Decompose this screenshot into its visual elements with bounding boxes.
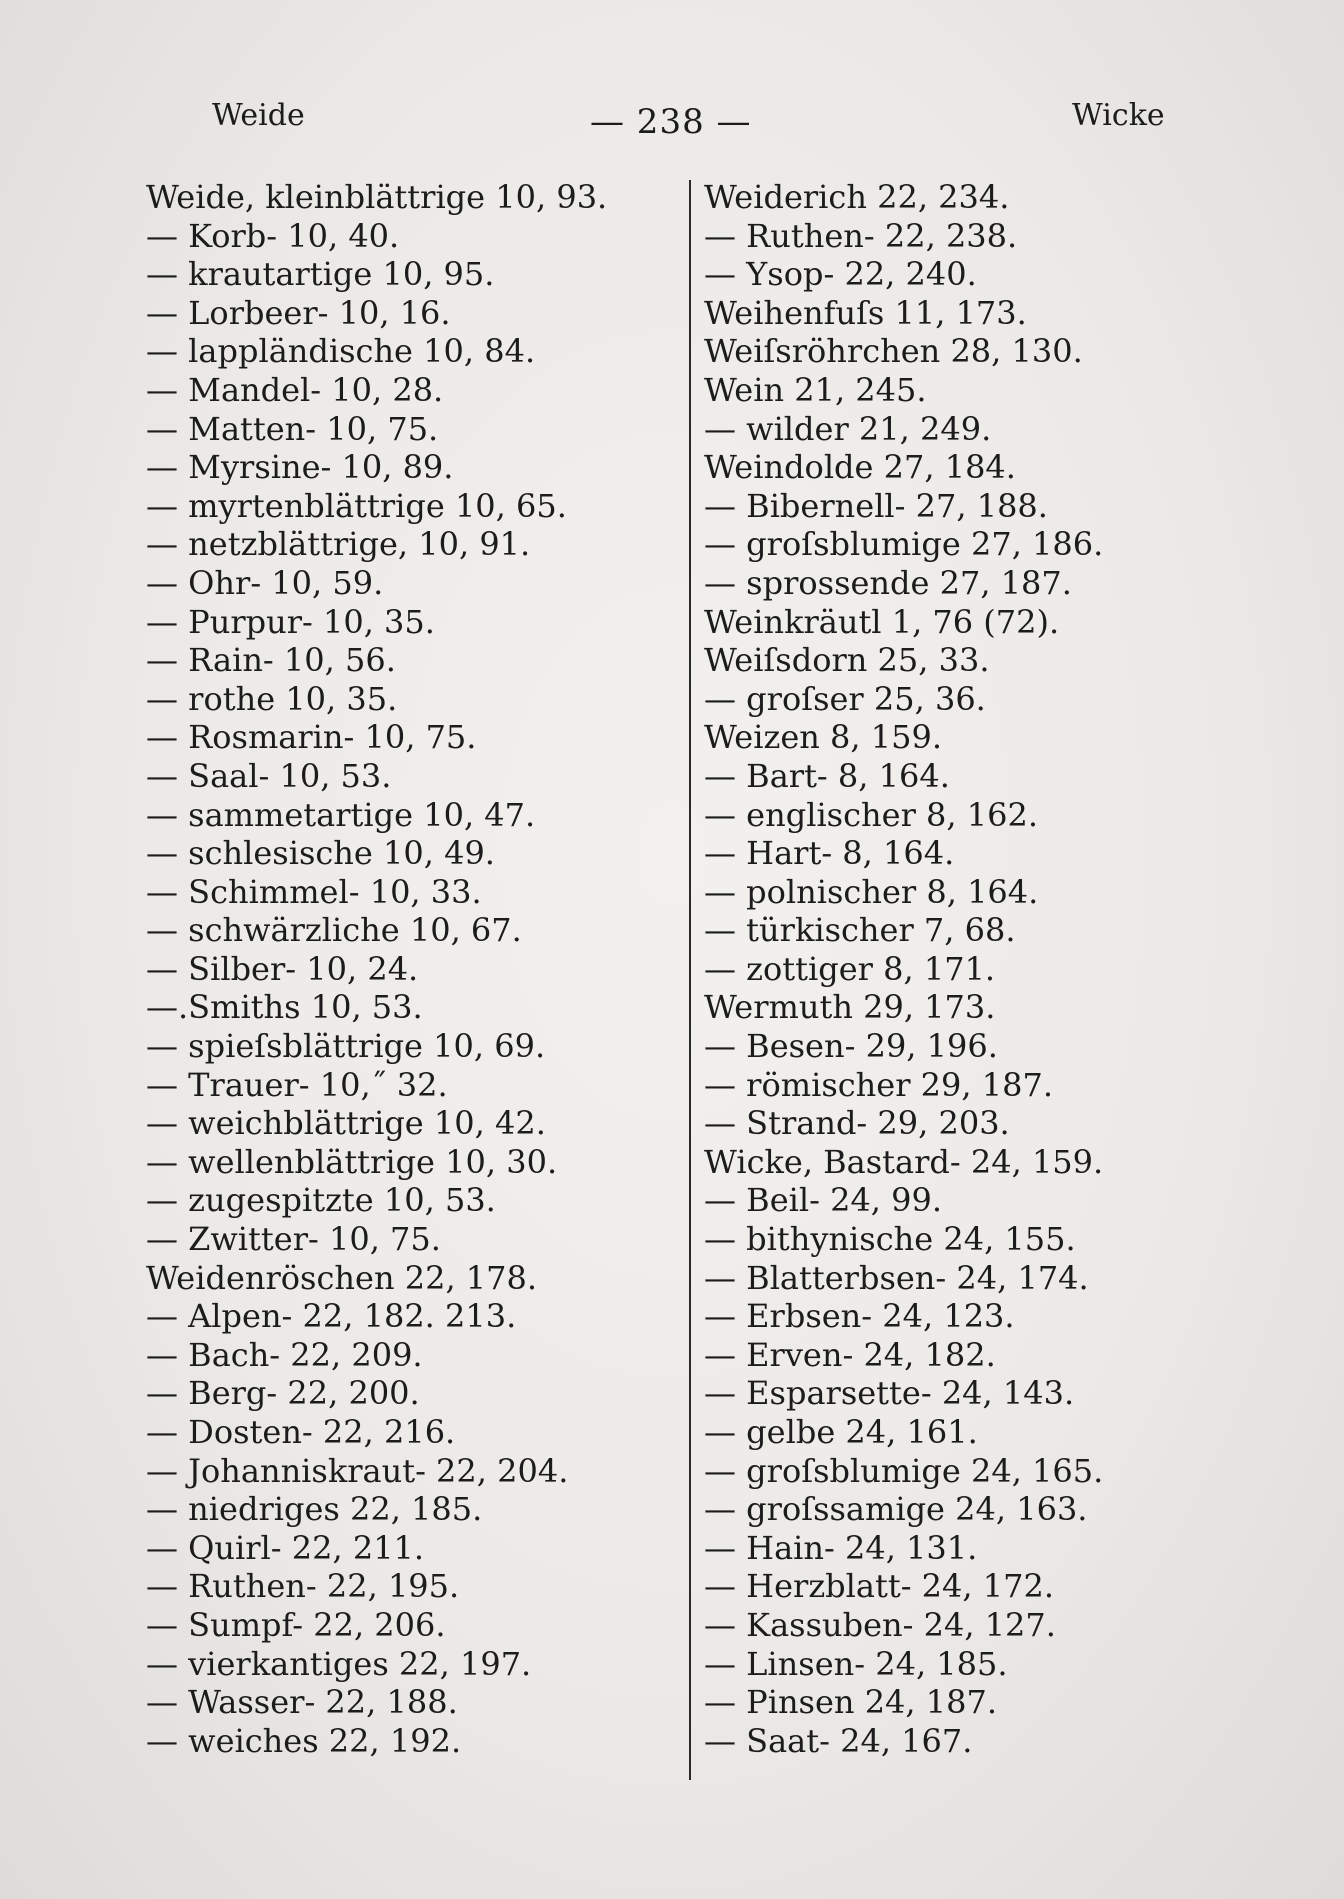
index-entry: Weide, kleinblättrige 10, 93. [146, 178, 608, 216]
index-entry: Wein 21, 245. [704, 370, 927, 409]
index-entry: — Trauer- 10,˝ 32. [146, 1065, 448, 1104]
index-entry: — Johanniskraut- 22, 204. [146, 1451, 569, 1490]
index-entry: — Ruthen- 22, 238. [704, 216, 1018, 255]
index-entry: — Ysop- 22, 240. [704, 255, 977, 294]
index-entry: — Beil- 24, 99. [704, 1181, 943, 1220]
index-entry: — groſsblumige 27, 186. [704, 525, 1104, 564]
index-entry: — groſssamige 24, 163. [704, 1490, 1088, 1529]
index-entry: Wicke, Bastard- 24, 159. [704, 1142, 1104, 1181]
index-entry: — schlesische 10, 49. [146, 834, 495, 873]
index-entry: — zugespitzte 10, 53. [146, 1181, 496, 1220]
index-entry: — Korb- 10, 40. [146, 216, 400, 255]
index-entry: — zottiger 8, 171. [704, 949, 996, 988]
index-entry: — rothe 10, 35. [146, 679, 398, 718]
index-entry: — Alpen- 22, 182. 213. [146, 1297, 517, 1336]
index-entry: — Sumpf- 22, 206. [146, 1605, 446, 1644]
index-entry: — Herzblatt- 24, 172. [704, 1567, 1054, 1606]
running-header [0, 92, 1344, 142]
index-entry: — spieſsblättrige 10, 69. [146, 1027, 546, 1066]
index-entry: — Hart- 8, 164. [704, 834, 955, 873]
index-entry: — Strand- 29, 203. [704, 1104, 1010, 1143]
index-column-right [704, 178, 1264, 1760]
index-entry: Weidenröschen 22, 178. [146, 1258, 538, 1297]
index-entry: — englischer 8, 162. [704, 795, 1038, 834]
index-column-left [146, 178, 676, 1760]
index-entry: — Quirl- 22, 211. [146, 1528, 425, 1567]
index-entry: — Wasser- 22, 188. [146, 1683, 458, 1722]
index-entry: — Bart- 8, 164. [704, 756, 950, 795]
index-entry: — Dosten- 22, 216. [146, 1413, 456, 1451]
index-entry: — Bach- 22, 209. [146, 1335, 423, 1374]
index-entry: — Linsen- 24, 185. [704, 1644, 1008, 1683]
index-entry: — Rain- 10, 56. [146, 641, 396, 680]
index-entry: — vierkantiges 22, 197. [146, 1644, 532, 1683]
index-entry: — sammetartige 10, 47. [146, 795, 536, 834]
index-entry: — Rosmarin- 10, 75. [146, 718, 477, 757]
index-entry: —.Smiths 10, 53. [146, 988, 423, 1027]
column-divider [689, 180, 691, 1780]
page-number: — 238 — [590, 102, 752, 142]
index-entry: — Schimmel- 10, 33. [146, 872, 482, 911]
index-entry: — Bibernell- 27, 188. [704, 486, 1048, 525]
index-entry: — Purpur- 10, 35. [146, 602, 435, 641]
index-entry: — Erven- 24, 182. [704, 1335, 996, 1374]
index-entry: — sprossende 27, 187. [704, 563, 1072, 602]
index-entry: — Esparsette- 24, 143. [704, 1374, 1075, 1413]
index-entry: — Lorbeer- 10, 16. [146, 293, 451, 332]
index-entry: — Myrsine- 10, 89. [146, 448, 454, 487]
index-entry: — myrtenblättrige 10, 65. [146, 486, 567, 525]
index-entry: — Saat- 24, 167. [704, 1721, 973, 1760]
index-entry: — bithynische 24, 155. [704, 1220, 1076, 1259]
index-entry: — gelbe 24, 161. [704, 1413, 978, 1451]
index-entry: Weiſsröhrchen 28, 130. [704, 332, 1083, 371]
index-entry: Weiſsdorn 25, 33. [704, 641, 990, 680]
index-entry: — Besen- 29, 196. [704, 1027, 998, 1066]
index-entry: — wellenblättrige 10, 30. [146, 1142, 558, 1181]
index-entry: — weichblättrige 10, 42. [146, 1104, 546, 1143]
index-entry: — Kassuben- 24, 127. [704, 1605, 1056, 1644]
index-entry: — Pinsen 24, 187. [704, 1683, 997, 1722]
index-entry: — Ruthen- 22, 195. [146, 1567, 460, 1606]
index-entry: — krautartige 10, 95. [146, 255, 495, 294]
index-entry: Weindolde 27, 184. [704, 448, 1016, 487]
index-entry: — groſsblumige 24, 165. [704, 1451, 1104, 1490]
index-entry: — Ohr- 10, 59. [146, 563, 384, 602]
index-entry: — groſser 25, 36. [704, 679, 986, 718]
index-entry: — Blatterbsen- 24, 174. [704, 1258, 1089, 1297]
index-entry: — niedriges 22, 185. [146, 1490, 483, 1529]
index-entry: — Mandel- 10, 28. [146, 370, 444, 409]
index-entry: — schwärzliche 10, 67. [146, 911, 522, 950]
index-entry: — Saal- 10, 53. [146, 756, 392, 795]
index-entry: — Hain- 24, 131. [704, 1528, 978, 1567]
index-entry: Wermuth 29, 173. [704, 988, 996, 1027]
index-entry: — polnischer 8, 164. [704, 872, 1039, 911]
index-entry: — türkischer 7, 68. [704, 911, 1016, 950]
index-entry: — Silber- 10, 24. [146, 949, 419, 988]
index-entry: — Zwitter- 10, 75. [146, 1220, 441, 1259]
header-right-catchword: Wicke [1072, 98, 1165, 133]
index-entry: — lappländische 10, 84. [146, 332, 536, 371]
index-entry: Weihenfuſs 11, 173. [704, 293, 1027, 332]
header-left-catchword: Weide [212, 98, 305, 133]
index-entry: — Erbsen- 24, 123. [704, 1297, 1015, 1336]
index-entry: — Matten- 10, 75. [146, 409, 439, 448]
index-entry: — weiches 22, 192. [146, 1721, 462, 1760]
index-entry: — wilder 21, 249. [704, 409, 992, 448]
index-entry: — netzblättrige, 10, 91. [146, 525, 531, 564]
index-entry: Weiderich 22, 234. [704, 178, 1010, 216]
index-entry: Weizen 8, 159. [704, 718, 942, 757]
index-entry: Weinkräutl 1, 76 (72). [704, 602, 1060, 641]
index-entry: — römischer 29, 187. [704, 1065, 1053, 1104]
index-entry: — Berg- 22, 200. [146, 1374, 420, 1413]
